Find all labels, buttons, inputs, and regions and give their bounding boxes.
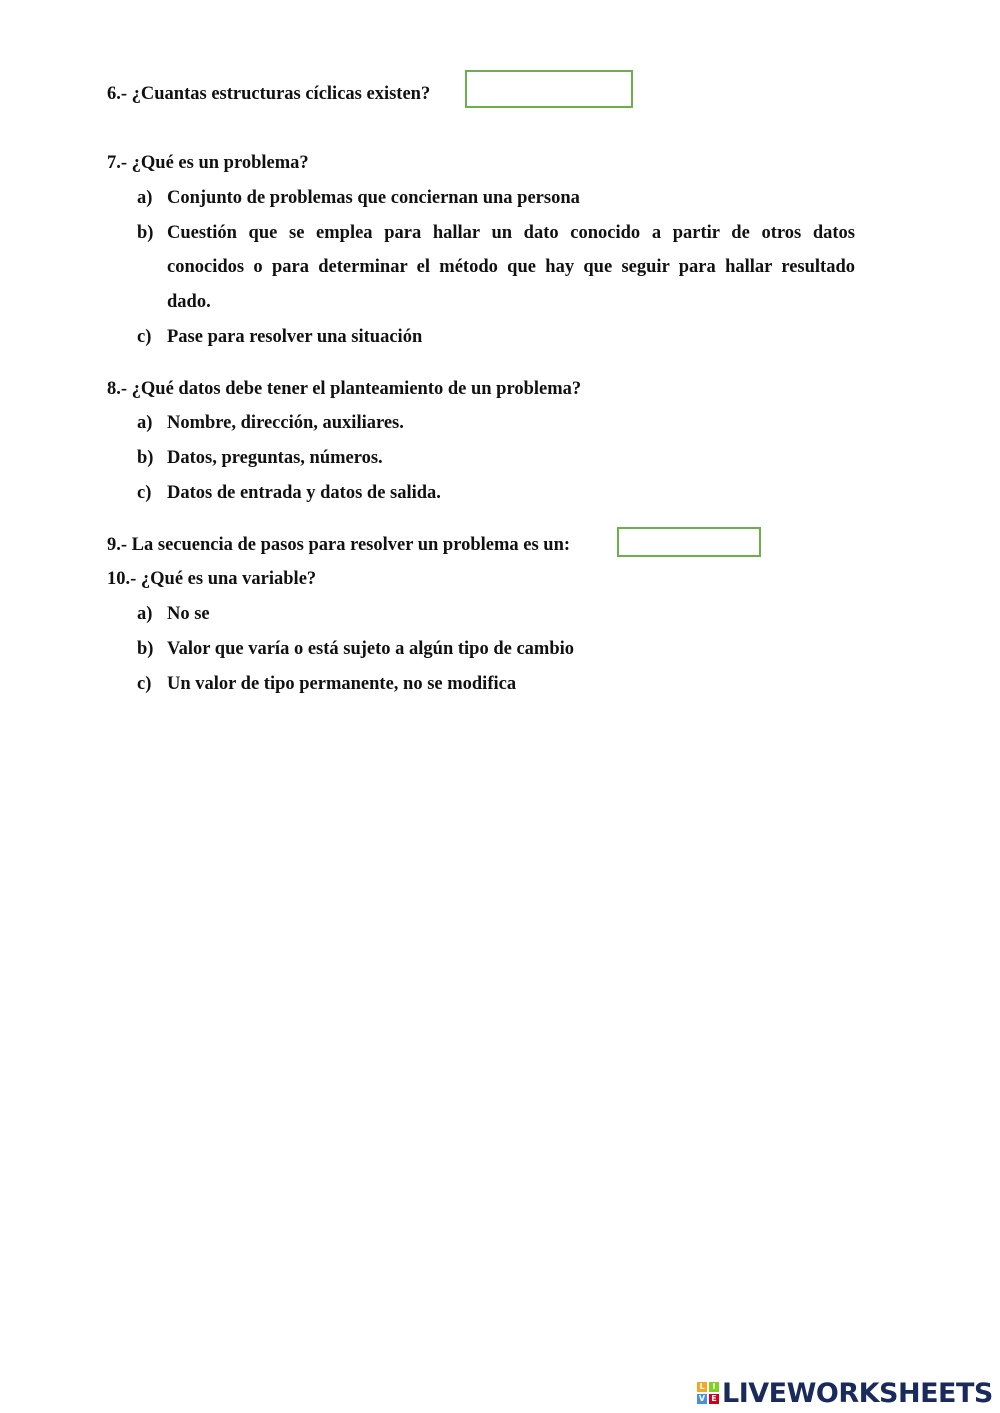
liveworksheets-logo: [697, 1375, 993, 1411]
question-9-answer-box[interactable]: [617, 527, 761, 557]
logo-mark-icon: [697, 1382, 719, 1404]
logo-mark-cell: L: [697, 1382, 707, 1392]
question-9-text: 9.- La secuencia de pasos para resolver un problema es un:: [107, 535, 571, 555]
option-letter: c): [137, 327, 152, 347]
option-text: Valor que varía o está sujeto a algún tipo de cambio: [167, 639, 575, 659]
option-text: No se: [167, 604, 210, 624]
option-letter: c): [137, 674, 152, 694]
option-text: Un valor de tipo permanente, no se modifica: [167, 674, 517, 694]
option-letter: a): [137, 413, 153, 433]
question-7-text: 7.- ¿Qué es un problema?: [107, 153, 309, 173]
logo-mark-cell: I: [709, 1382, 719, 1392]
question-6-answer-box[interactable]: [465, 70, 633, 108]
option-letter: a): [137, 188, 153, 208]
logo-text: LIVEWORKSHEETS: [722, 1377, 993, 1409]
option-letter: b): [137, 223, 154, 243]
logo-mark-cell: E: [709, 1394, 719, 1404]
option-text: conocidos o para determinar el método que hay que seguir para hallar resultado: [167, 257, 855, 277]
option-text: Pase para resolver una situación: [167, 327, 423, 347]
option-text: Datos de entrada y datos de salida.: [167, 483, 441, 503]
option-letter: b): [137, 448, 154, 468]
option-text: Conjunto de problemas que conciernan una persona: [167, 188, 580, 208]
option-letter: a): [137, 604, 153, 624]
question-6-text: 6.- ¿Cuantas estructuras cíclicas existen?: [107, 84, 431, 104]
option-text: Nombre, dirección, auxiliares.: [167, 413, 404, 433]
option-text: dado.: [167, 292, 211, 312]
question-6-answer-input[interactable]: [467, 72, 631, 106]
option-text: Datos, preguntas, números.: [167, 448, 383, 468]
question-8-text: 8.- ¿Qué datos debe tener el planteamiento de un problema?: [107, 379, 582, 399]
option-letter: b): [137, 639, 154, 659]
option-letter: c): [137, 483, 152, 503]
question-10-text: 10.- ¿Qué es una variable?: [107, 569, 317, 589]
option-text: Cuestión que se emplea para hallar un dato conocido a partir de otros datos: [167, 223, 855, 243]
logo-mark-cell: V: [698, 1394, 706, 1403]
question-9-answer-input[interactable]: [619, 529, 759, 555]
